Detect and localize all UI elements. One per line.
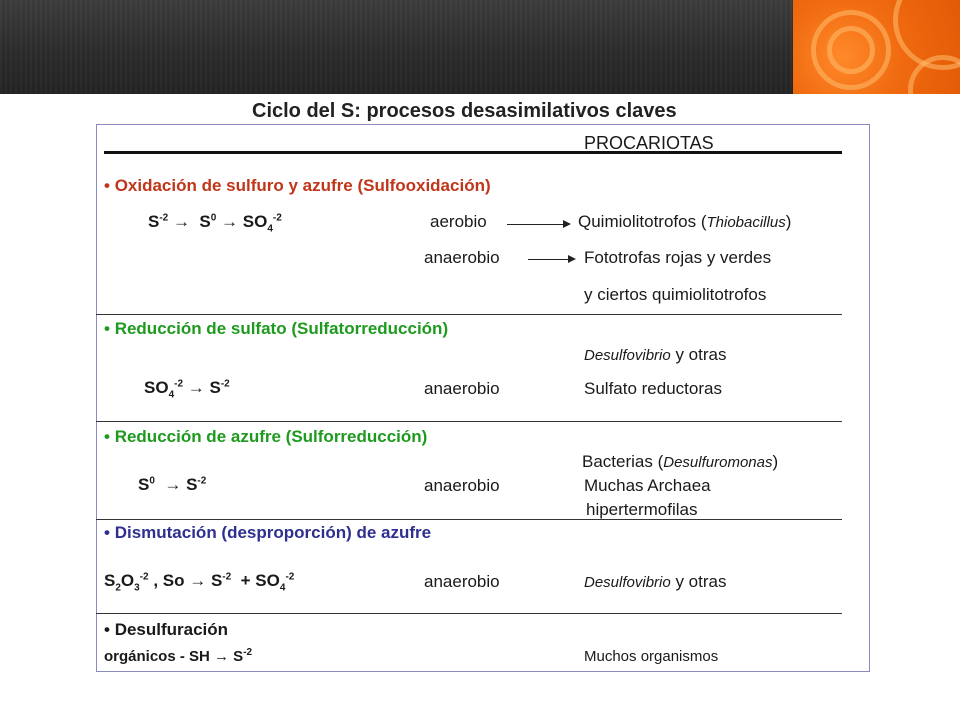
condition-anaerobio: anaerobio (424, 248, 500, 267)
arrow-right-icon (507, 224, 569, 225)
column-header-procariotas: PROCARIOTAS (584, 133, 714, 153)
reaction-oxidacion: $S^{-2} \to S^0 \to SO_4^{-2}$ (148, 212, 282, 235)
organism-fototrofas: Fototrofas rojas y verdes (584, 248, 772, 267)
condition-anaerobio: anaerobio (424, 572, 500, 591)
reaction-desulfuracion: orgánicos - SH → $S^{-2}$ (104, 647, 253, 665)
divider (96, 421, 842, 422)
section-heading-azufre: • Reducción de azufre (Sulforreducción) (104, 427, 428, 446)
organism-muchos: Muchos organismos (584, 648, 719, 665)
organism-hipertermofilas: hipertermofilas (586, 500, 698, 519)
section-heading-sulfato: • Reducción de sulfato (Sulfatorreducción) (104, 319, 449, 338)
organism-sulfato-reductoras: Sulfato reductoras (584, 379, 722, 398)
divider (96, 314, 842, 315)
reaction-azufre: $S^0 \to S^{-2}$ (138, 475, 207, 494)
arrow-right-icon (528, 259, 574, 260)
section-heading-dismutacion: • Dismutación (desproporción) de azufre (104, 523, 432, 542)
reaction-sulfato: $SO_4^{-2} \to S^{-2}$ (144, 378, 230, 401)
section-heading-desulfuracion: • Desulfuración (104, 620, 229, 639)
condition-anaerobio: anaerobio (424, 476, 500, 495)
reaction-dismutacion: $S_2O_3^{-2}$ , $So \to S^{-2} + SO_4^{-2}$ (104, 571, 295, 594)
organism-quimiolitotrofos-2: y ciertos quimiolitotrofos (584, 285, 767, 304)
organism-desulfovibrio: Desulfovibrio y otras (584, 572, 727, 591)
condition-anaerobio: anaerobio (424, 379, 500, 398)
organism-archaea: Muchas Archaea (584, 476, 711, 495)
decorative-orange-panel (793, 0, 960, 94)
divider (96, 519, 842, 520)
organism-bacterias: Bacterias (Desulfuromonas) (582, 452, 779, 471)
slide-title: Ciclo del S: procesos desasimilativos claves (252, 100, 677, 122)
header-rule (104, 151, 842, 154)
condition-aerobio: aerobio (430, 212, 487, 231)
divider (96, 613, 842, 614)
organism-quimiolitotrofos: Quimiolitotrofos (Thiobacillus) (578, 212, 792, 231)
organism-desulfovibrio: Desulfovibrio y otras (584, 345, 727, 364)
section-heading-oxidacion: • Oxidación de sulfuro y azufre (Sulfooxidación) (104, 176, 491, 195)
